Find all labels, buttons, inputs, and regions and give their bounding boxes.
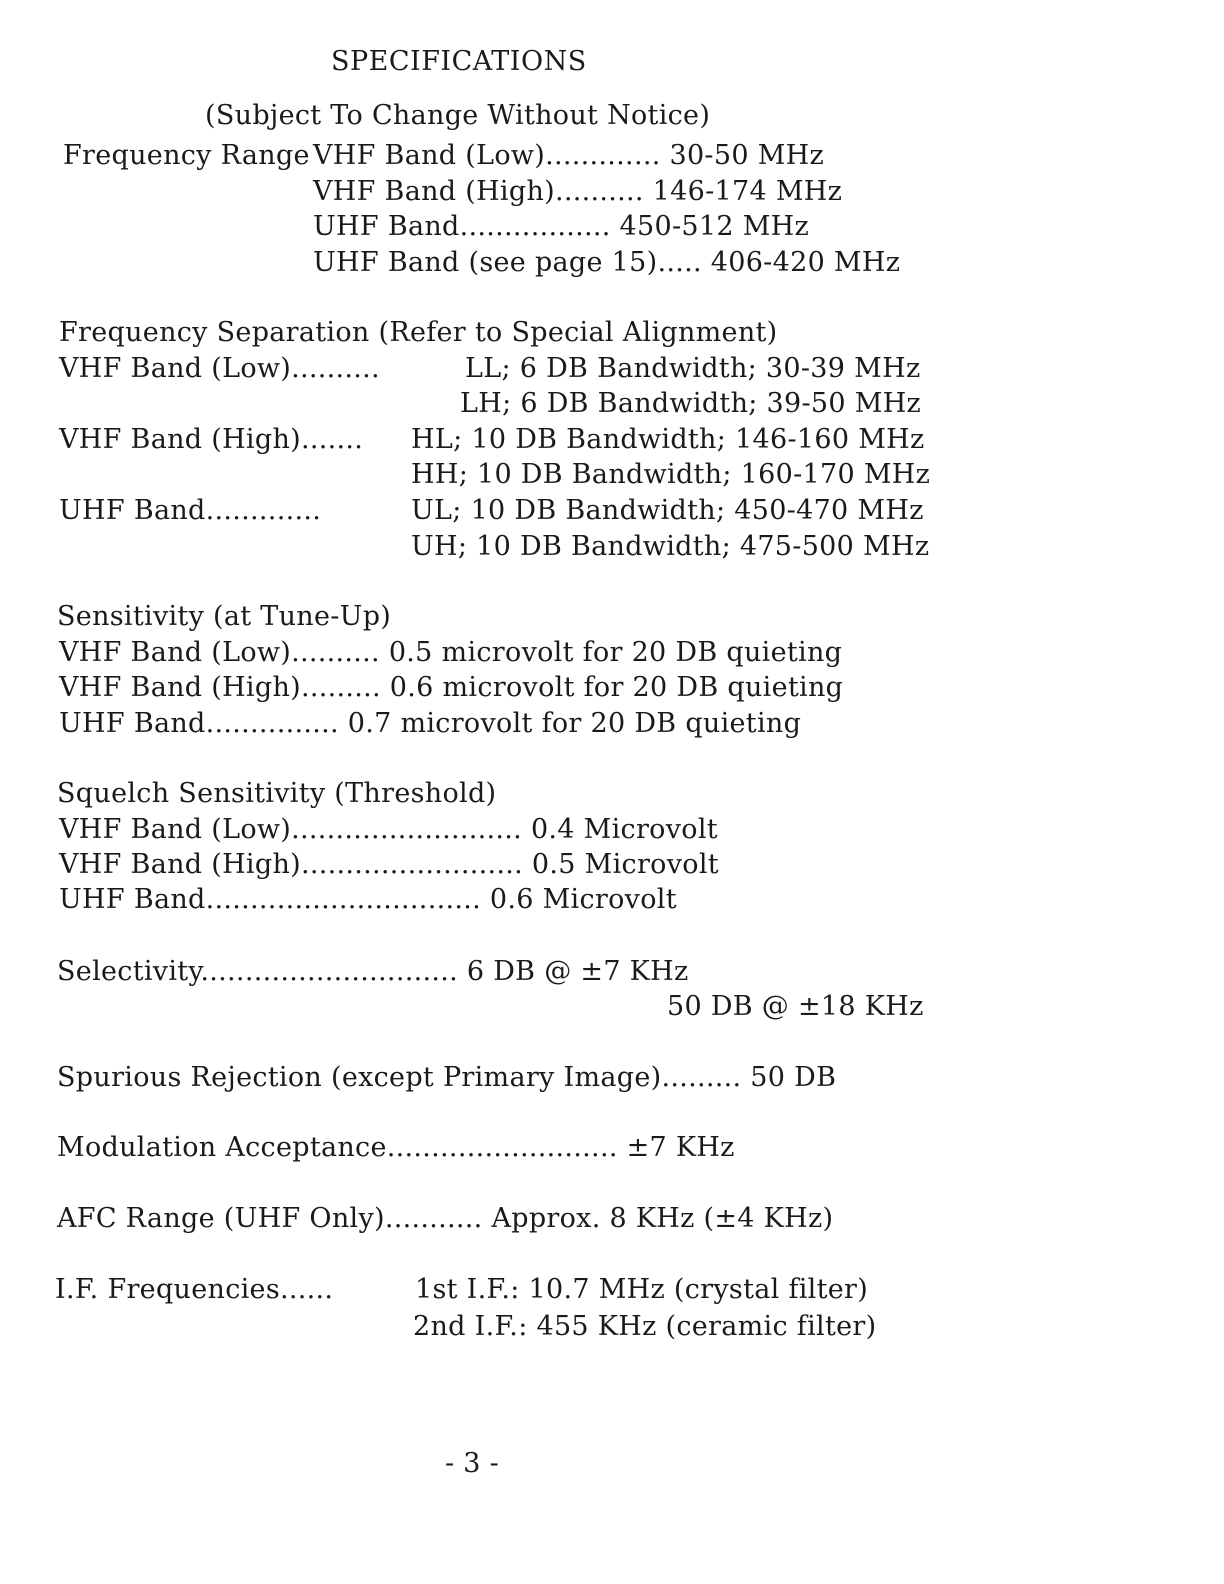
frequency-range-row: UHF Band (see page 15)..... 406-420 MHz: [313, 247, 901, 278]
subtitle: (Subject To Change Without Notice): [205, 100, 711, 131]
sensitivity-row: VHF Band (High)......... 0.6 microvolt for 20 DB quieting: [59, 672, 844, 703]
frequency-separation-label: VHF Band (High).......: [59, 424, 364, 455]
frequency-separation-value: LL; 6 DB Bandwidth; 30-39 MHz: [465, 353, 921, 384]
if-frequencies-row: 1st I.F.: 10.7 MHz (crystal filter): [415, 1274, 869, 1305]
squelch-row: UHF Band............................... 0.6 Microvolt: [59, 884, 677, 915]
modulation-acceptance: Modulation Acceptance.......................... ±7 KHz: [57, 1132, 735, 1163]
squelch-row: VHF Band (Low).......................... 0.4 Microvolt: [59, 814, 718, 845]
frequency-separation-heading: Frequency Separation (Refer to Special Alignment): [59, 317, 778, 348]
frequency-separation-value: HL; 10 DB Bandwidth; 146-160 MHz: [411, 424, 925, 455]
frequency-separation-value: UH; 10 DB Bandwidth; 475-500 MHz: [411, 531, 930, 562]
selectivity-row-2: 50 DB @ ±18 KHz: [667, 991, 924, 1022]
frequency-separation-value: LH; 6 DB Bandwidth; 39-50 MHz: [460, 388, 922, 419]
sensitivity-heading: Sensitivity (at Tune-Up): [57, 601, 392, 632]
if-frequencies-label: I.F. Frequencies......: [55, 1274, 334, 1305]
frequency-separation-label: VHF Band (Low)..........: [59, 353, 380, 384]
if-frequencies-row: 2nd I.F.: 455 KHz (ceramic filter): [413, 1311, 877, 1342]
frequency-range-label: Frequency Range: [63, 140, 310, 171]
frequency-range-row: UHF Band................. 450-512 MHz: [313, 211, 810, 242]
squelch-heading: Squelch Sensitivity (Threshold): [57, 778, 497, 809]
frequency-range-row: VHF Band (High).......... 146-174 MHz: [313, 176, 843, 207]
squelch-row: VHF Band (High)......................... 0.5 Microvolt: [59, 849, 719, 880]
frequency-separation-label: UHF Band.............: [59, 495, 322, 526]
page-number: - 3 -: [445, 1448, 500, 1479]
sensitivity-row: UHF Band............... 0.7 microvolt for 20 DB quieting: [59, 708, 802, 739]
frequency-separation-value: UL; 10 DB Bandwidth; 450-470 MHz: [411, 495, 924, 526]
frequency-separation-value: HH; 10 DB Bandwidth; 160-170 MHz: [411, 459, 931, 490]
page-title: SPECIFICATIONS: [331, 46, 587, 77]
selectivity-row: Selectivity............................. 6 DB @ ±7 KHz: [57, 956, 689, 987]
afc-range: AFC Range (UHF Only)........... Approx. 8 KHz (±4 KHz): [57, 1203, 834, 1234]
sensitivity-row: VHF Band (Low).......... 0.5 microvolt for 20 DB quieting: [59, 637, 843, 668]
spurious-rejection: Spurious Rejection (except Primary Image)......... 50 DB: [57, 1062, 837, 1093]
frequency-range-row: VHF Band (Low)............. 30-50 MHz: [313, 140, 825, 171]
